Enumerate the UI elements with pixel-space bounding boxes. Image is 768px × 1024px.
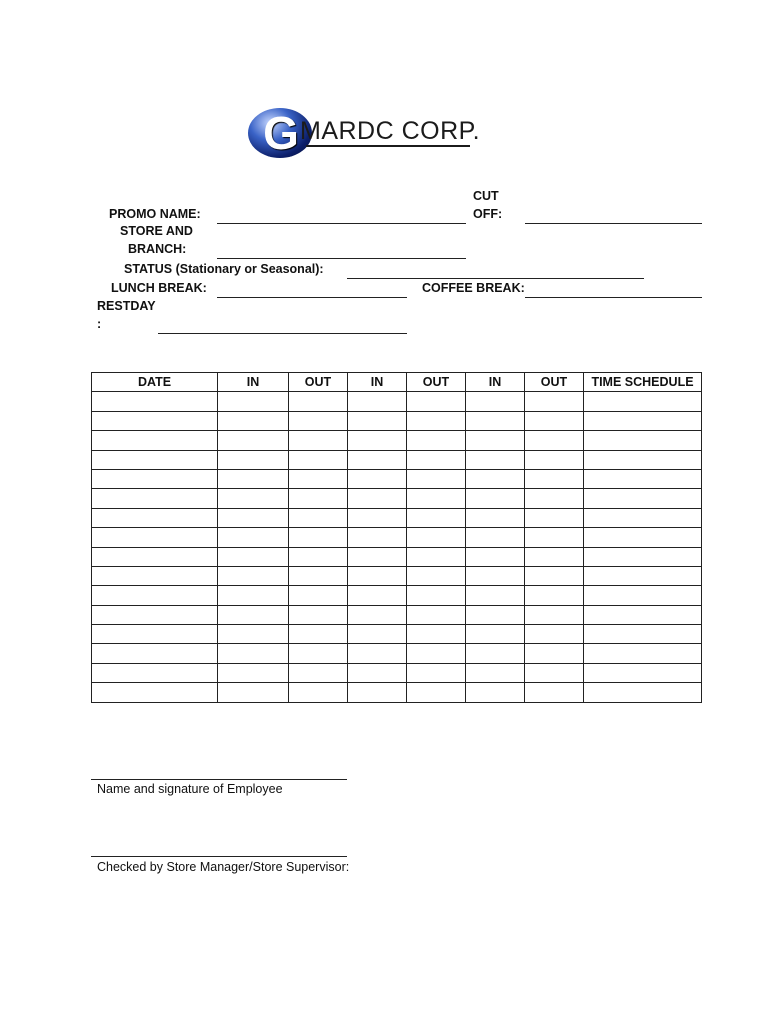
table-row <box>92 644 702 663</box>
table-row <box>92 528 702 547</box>
table-cell[interactable] <box>218 411 289 430</box>
table-cell[interactable] <box>407 547 466 566</box>
table-cell[interactable] <box>348 644 407 663</box>
table-cell[interactable] <box>584 644 702 663</box>
table-cell[interactable] <box>525 431 584 450</box>
table-cell[interactable] <box>348 547 407 566</box>
table-cell[interactable] <box>525 547 584 566</box>
table-cell[interactable] <box>289 683 348 702</box>
table-row <box>92 450 702 469</box>
table-cell[interactable] <box>584 605 702 624</box>
table-cell[interactable] <box>289 431 348 450</box>
time-schedule-table <box>91 372 702 703</box>
table-cell[interactable] <box>348 431 407 450</box>
header-out-2: OUT <box>407 373 466 392</box>
header-in-3: IN <box>466 373 525 392</box>
table-cell[interactable] <box>525 586 584 605</box>
cut-off-label-line2: OFF: <box>473 207 503 221</box>
table-cell[interactable] <box>289 450 348 469</box>
coffee-break-field[interactable] <box>525 297 702 298</box>
table-row <box>92 547 702 566</box>
table-cell[interactable] <box>466 644 525 663</box>
table-cell[interactable] <box>92 392 218 411</box>
table-cell[interactable] <box>289 508 348 527</box>
promo-name-label: PROMO NAME: <box>109 207 201 221</box>
table-cell[interactable] <box>407 683 466 702</box>
table-cell[interactable] <box>584 411 702 430</box>
table-row <box>92 586 702 605</box>
table-cell[interactable] <box>218 469 289 488</box>
employee-signature-line[interactable] <box>91 779 347 780</box>
coffee-break-label: COFFEE BREAK: <box>422 281 525 295</box>
table-cell[interactable] <box>466 489 525 508</box>
table-row <box>92 431 702 450</box>
table-cell[interactable] <box>218 625 289 644</box>
table-cell[interactable] <box>289 625 348 644</box>
table-cell[interactable] <box>525 528 584 547</box>
header-time-schedule: TIME SCHEDULE <box>584 373 702 392</box>
header-in-1: IN <box>218 373 289 392</box>
table-cell[interactable] <box>525 508 584 527</box>
table-row <box>92 489 702 508</box>
table-cell[interactable] <box>289 586 348 605</box>
header-date: DATE <box>92 373 218 392</box>
table-cell[interactable] <box>92 605 218 624</box>
status-label: STATUS (Stationary or Seasonal): <box>124 262 324 276</box>
header-out-1: OUT <box>289 373 348 392</box>
restday-label-line1: RESTDAY <box>97 299 156 313</box>
table-cell[interactable] <box>289 528 348 547</box>
table-cell[interactable] <box>407 644 466 663</box>
table-cell[interactable] <box>407 392 466 411</box>
table-cell[interactable] <box>525 489 584 508</box>
table-cell[interactable] <box>289 547 348 566</box>
table-cell[interactable] <box>92 489 218 508</box>
table-row <box>92 411 702 430</box>
restday-label-line2: : <box>97 317 102 331</box>
table-cell[interactable] <box>92 586 218 605</box>
table-cell[interactable] <box>289 663 348 682</box>
table-cell[interactable] <box>466 605 525 624</box>
table-cell[interactable] <box>348 411 407 430</box>
table-cell[interactable] <box>348 450 407 469</box>
table-cell[interactable] <box>466 508 525 527</box>
table-cell[interactable] <box>289 392 348 411</box>
table-cell[interactable] <box>218 450 289 469</box>
table-cell[interactable] <box>466 431 525 450</box>
table-row <box>92 683 702 702</box>
table-cell[interactable] <box>525 392 584 411</box>
table-cell[interactable] <box>584 683 702 702</box>
table-cell[interactable] <box>584 586 702 605</box>
table-cell[interactable] <box>218 392 289 411</box>
table-cell[interactable] <box>289 489 348 508</box>
table-cell[interactable] <box>348 528 407 547</box>
table-cell[interactable] <box>407 450 466 469</box>
table-cell[interactable] <box>218 644 289 663</box>
table-row <box>92 392 702 411</box>
table-cell[interactable] <box>92 508 218 527</box>
store-branch-label-line1: STORE AND <box>120 224 193 238</box>
table-cell[interactable] <box>466 450 525 469</box>
checked-by-signature-line[interactable] <box>91 856 347 857</box>
table-cell[interactable] <box>407 605 466 624</box>
table-header-row <box>92 373 702 392</box>
lunch-break-label: LUNCH BREAK: <box>111 281 207 295</box>
table-cell[interactable] <box>407 469 466 488</box>
table-cell[interactable] <box>289 566 348 585</box>
table-cell[interactable] <box>525 469 584 488</box>
table-cell[interactable] <box>348 469 407 488</box>
table-cell[interactable] <box>466 566 525 585</box>
table-cell[interactable] <box>466 663 525 682</box>
table-cell[interactable] <box>525 411 584 430</box>
table-cell[interactable] <box>584 566 702 585</box>
table-cell[interactable] <box>218 508 289 527</box>
table-cell[interactable] <box>218 528 289 547</box>
table-cell[interactable] <box>525 644 584 663</box>
table-cell[interactable] <box>525 605 584 624</box>
table-row <box>92 605 702 624</box>
table-cell[interactable] <box>348 508 407 527</box>
table-cell[interactable] <box>466 586 525 605</box>
header-out-3: OUT <box>525 373 584 392</box>
table-cell[interactable] <box>289 644 348 663</box>
table-row <box>92 508 702 527</box>
table-cell[interactable] <box>407 528 466 547</box>
table-cell[interactable] <box>584 469 702 488</box>
cut-off-label-line1: CUT <box>473 189 499 203</box>
table-cell[interactable] <box>584 450 702 469</box>
table-cell[interactable] <box>466 528 525 547</box>
store-branch-label-line2: BRANCH: <box>128 242 187 256</box>
table-cell[interactable] <box>218 683 289 702</box>
table-cell[interactable] <box>289 411 348 430</box>
table-cell[interactable] <box>348 392 407 411</box>
table-cell[interactable] <box>584 625 702 644</box>
table-cell[interactable] <box>525 566 584 585</box>
table-cell[interactable] <box>92 683 218 702</box>
table-cell[interactable] <box>92 528 218 547</box>
table-cell[interactable] <box>218 566 289 585</box>
cut-off-field[interactable] <box>525 223 702 224</box>
table-cell[interactable] <box>218 605 289 624</box>
table-cell[interactable] <box>92 411 218 430</box>
table-cell[interactable] <box>218 663 289 682</box>
table-cell[interactable] <box>584 528 702 547</box>
table-cell[interactable] <box>348 489 407 508</box>
table-cell[interactable] <box>407 411 466 430</box>
table-cell[interactable] <box>584 392 702 411</box>
table-row <box>92 625 702 644</box>
table-cell[interactable] <box>466 547 525 566</box>
table-cell[interactable] <box>584 508 702 527</box>
table-cell[interactable] <box>584 663 702 682</box>
table-cell[interactable] <box>218 586 289 605</box>
table-cell[interactable] <box>466 392 525 411</box>
store-branch-field[interactable] <box>217 258 466 259</box>
table-cell[interactable] <box>407 431 466 450</box>
logo-underline <box>306 145 470 147</box>
table-row <box>92 663 702 682</box>
table-cell[interactable] <box>407 586 466 605</box>
table-cell[interactable] <box>348 566 407 585</box>
table-cell[interactable] <box>289 605 348 624</box>
table-cell[interactable] <box>348 586 407 605</box>
table-cell[interactable] <box>407 566 466 585</box>
table-cell[interactable] <box>92 431 218 450</box>
table-row <box>92 566 702 585</box>
table-cell[interactable] <box>525 663 584 682</box>
table-cell[interactable] <box>218 547 289 566</box>
table-cell[interactable] <box>92 566 218 585</box>
table-cell[interactable] <box>92 547 218 566</box>
table-cell[interactable] <box>92 469 218 488</box>
table-cell[interactable] <box>348 683 407 702</box>
table-cell[interactable] <box>218 489 289 508</box>
restday-field[interactable] <box>158 333 407 334</box>
table-cell[interactable] <box>289 469 348 488</box>
promo-name-field[interactable] <box>217 223 466 224</box>
table-cell[interactable] <box>348 625 407 644</box>
table-cell[interactable] <box>407 663 466 682</box>
table-cell[interactable] <box>525 683 584 702</box>
table-cell[interactable] <box>584 489 702 508</box>
table-cell[interactable] <box>92 644 218 663</box>
table-cell[interactable] <box>584 431 702 450</box>
logo-letter: G <box>263 107 299 159</box>
table-cell[interactable] <box>407 625 466 644</box>
table-row <box>92 469 702 488</box>
lunch-break-field[interactable] <box>217 297 407 298</box>
table-cell[interactable] <box>525 625 584 644</box>
table-cell[interactable] <box>407 489 466 508</box>
employee-signature-label: Name and signature of Employee <box>97 782 283 796</box>
table-cell[interactable] <box>348 663 407 682</box>
table-cell[interactable] <box>466 683 525 702</box>
table-cell[interactable] <box>348 605 407 624</box>
table-cell[interactable] <box>525 450 584 469</box>
table-cell[interactable] <box>218 431 289 450</box>
table-cell[interactable] <box>466 469 525 488</box>
table-cell[interactable] <box>407 508 466 527</box>
table-cell[interactable] <box>466 625 525 644</box>
checked-by-label: Checked by Store Manager/Store Supervisor: <box>97 860 350 874</box>
table-body <box>92 392 702 702</box>
table-cell[interactable] <box>584 547 702 566</box>
header-in-2: IN <box>348 373 407 392</box>
table-cell[interactable] <box>92 625 218 644</box>
table-cell[interactable] <box>466 411 525 430</box>
table-cell[interactable] <box>92 450 218 469</box>
logo-text: MARDC CORP. <box>300 117 481 145</box>
status-field[interactable] <box>347 278 644 279</box>
table-cell[interactable] <box>92 663 218 682</box>
